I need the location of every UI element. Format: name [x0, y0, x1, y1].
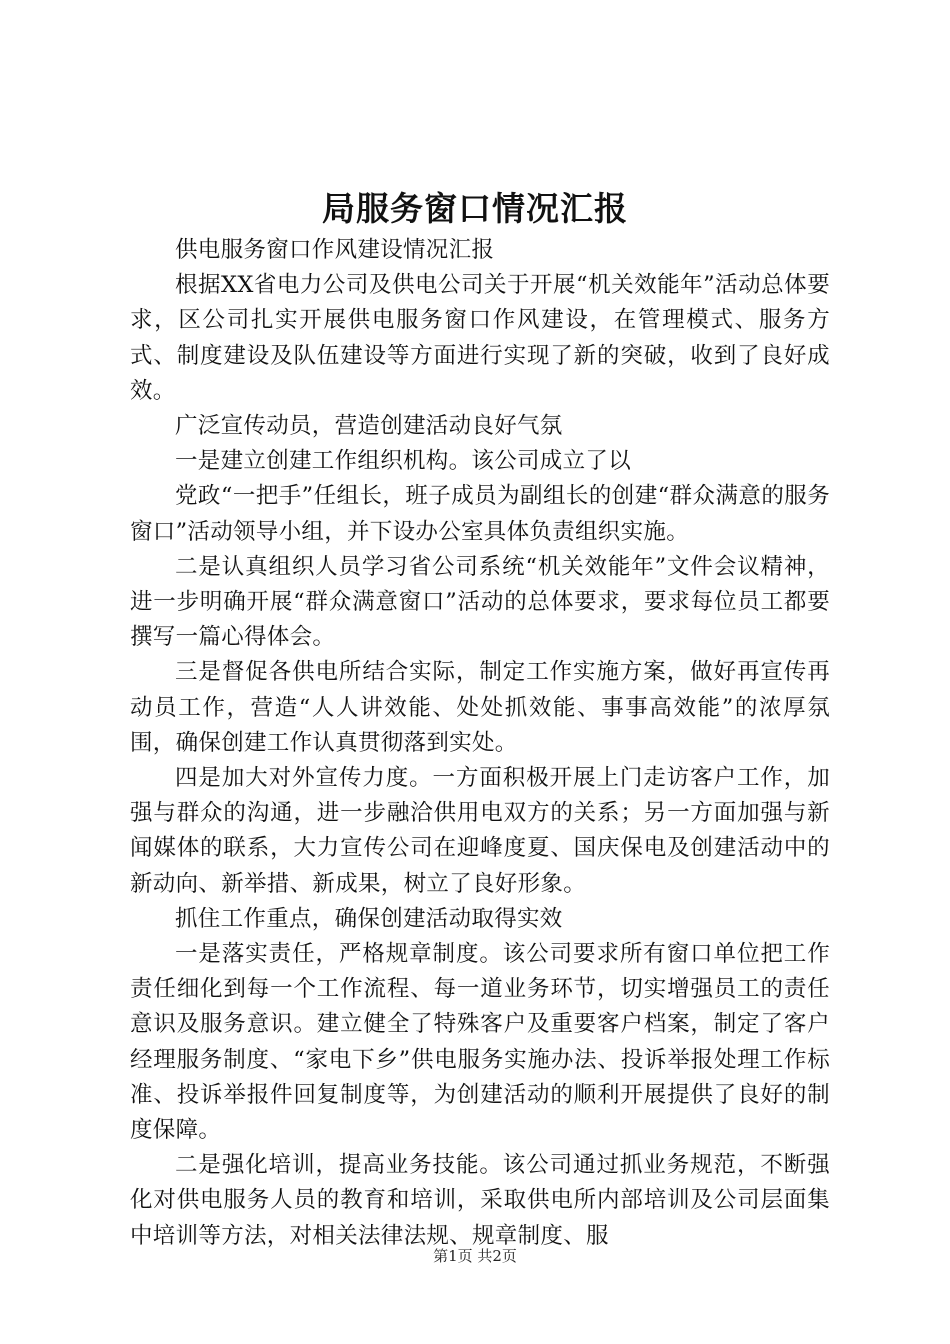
paragraph-item-three: 三是督促各供电所结合实际，制定工作实施方案，做好再宣传再动员工作，营造“人人讲效能、处处抓效能、事事高效能”的浓厚氛围，确保创建工作认真贯彻落到实处。 [130, 659, 830, 756]
paragraph-item-four: 四是加大对外宣传力度。一方面积极开展上门走访客户工作，加强与群众的沟通，进一步融洽供用电双方的关系；另一方面加强与新闻媒体的联系，大力宣传公司在迎峰度夏、国庆保电及创建活动中的新动向、新举措、新成果，树立了良好形象。 [130, 765, 830, 897]
paragraph-training: 二是强化培训，提高业务技能。该公司通过抓业务规范，不断强化对供电服务人员的教育和培训，采取供电所内部培训及公司层面集中培训等方法，对相关法律法规、规章制度、服 [130, 1152, 830, 1249]
page-footer: 第1页 共2页 [433, 1247, 517, 1265]
paragraph-item-two: 二是认真组织人员学习省公司系统“机关效能年”文件会议精神，进一步明确开展“群众满意窗口”活动的总体要求，要求每位员工都要撰写一篇心得体会。 [130, 553, 830, 651]
paragraph-intro: 根据XX省电力公司及供电公司关于开展“机关效能年”活动总体要求，区公司扎实开展供电服务窗口作风建设，在管理模式、服务方式、制度建设及队伍建设等方面进行实现了新的突破，收到了良好成效。 [130, 272, 830, 404]
document-body [130, 233, 830, 1254]
paragraph-subtitle: 供电服务窗口作风建设情况汇报 [175, 237, 495, 263]
paragraph-item-one: 一是建立创建工作组织机构。该公司成立了以 [175, 448, 632, 475]
section-heading-focus: 抓住工作重点，确保创建活动取得实效 [175, 905, 563, 932]
paragraph-responsibility: 一是落实责任，严格规章制度。该公司要求所有窗口单位把工作责任细化到每一个工作流程、每一道业务环节，切实增强员工的责任意识及服务意识。建立健全了特殊客户及重要客户档案，制定了客户经理服务制度、“家电下乡”供电服务实施办法、投诉举报处理工作标准、投诉举报件回复制度等，为创建活动的顺利开展提供了良好的制度保障。 [130, 941, 830, 1144]
document-title: 局服务窗口情况汇报 [322, 189, 628, 228]
paragraph-leadership: 党政“一把手”任组长，班子成员为副组长的创建“群众满意的服务窗口”活动领导小组，并下设办公室具体负责组织实施。 [130, 483, 830, 545]
section-heading-publicity: 广泛宣传动员，营造创建活动良好气氛 [175, 413, 563, 440]
